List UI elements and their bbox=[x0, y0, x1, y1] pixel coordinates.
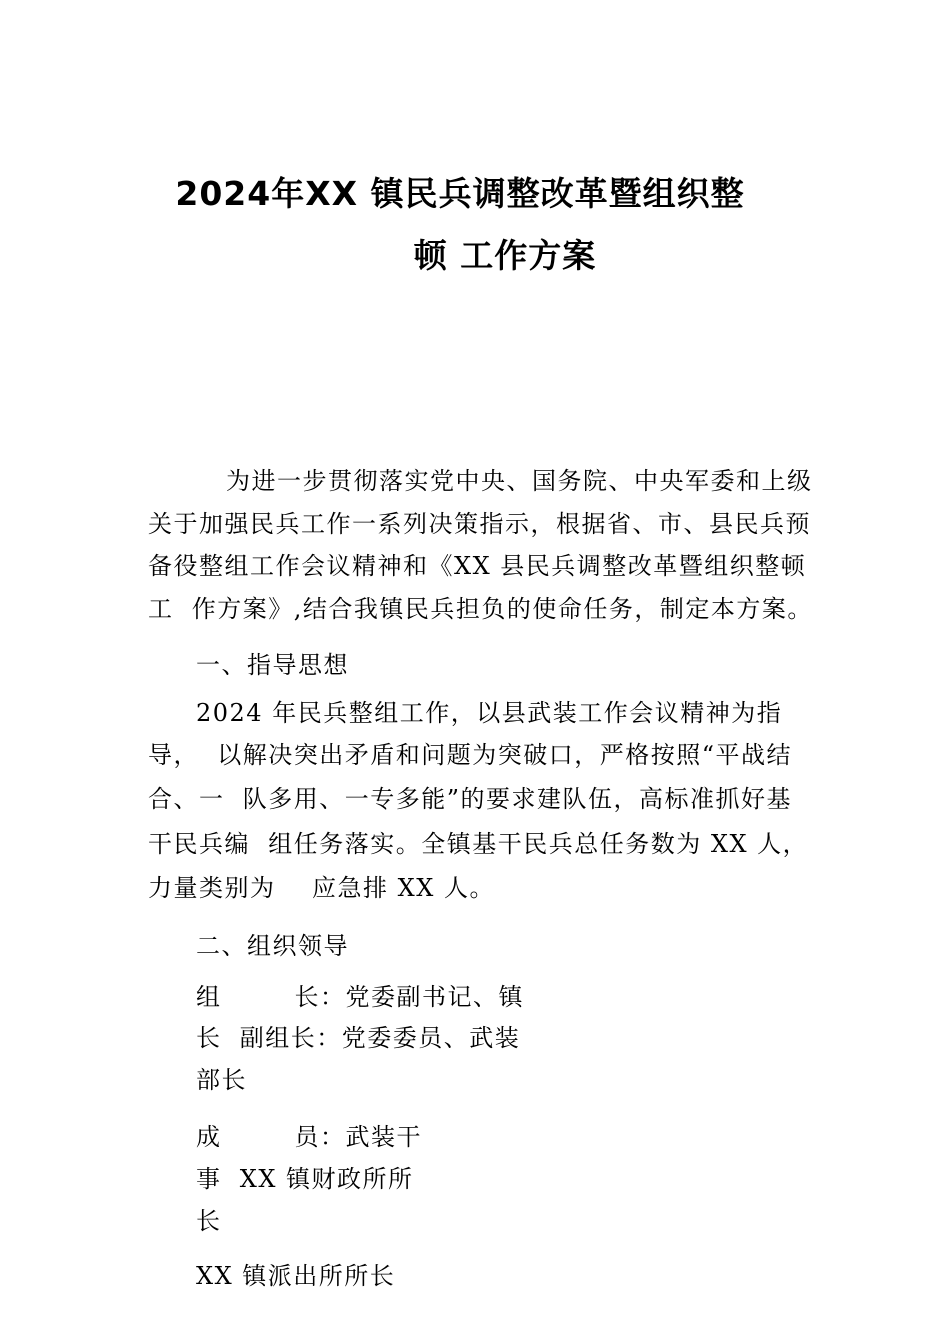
member-line-1: 成 员：武装干 bbox=[196, 1123, 423, 1151]
intro-line-4: 工 作方案》,结合我镇民兵担负的使命任务，制定本方案。 bbox=[148, 595, 813, 623]
member-line-3: 长 bbox=[196, 1207, 222, 1235]
section-1-heading: 一、指导思想 bbox=[196, 651, 349, 679]
section-1-line-5: 力量类别为 应急排 XX 人。 bbox=[148, 874, 495, 902]
section-1-line-2: 导， 以解决突出矛盾和问题为突破口，严格按照“平战结 bbox=[148, 741, 793, 769]
document-title-line-2: 顿 工作方案 bbox=[413, 236, 597, 275]
section-2-heading: 二、组织领导 bbox=[196, 932, 349, 960]
section-1-line-4: 干民兵编 组任务落实。全镇基干民兵总任务数为 XX 人， bbox=[148, 830, 809, 858]
intro-line-2: 关于加强民兵工作一系列决策指示，根据省、市、县民兵预 bbox=[148, 510, 811, 538]
member-line-2: 事 XX 镇财政所所 bbox=[196, 1165, 414, 1193]
section-1-line-1: 2024 年民兵整组工作，以县武装工作会议精神为指 bbox=[196, 699, 783, 727]
intro-line-1: 为进一步贯彻落实党中央、国务院、中央军委和上级 bbox=[226, 467, 813, 495]
document-title-line-1: 2024年XX 镇民兵调整改革暨组织整 bbox=[175, 174, 745, 213]
intro-line-3: 备役整组工作会议精神和《XX 县民兵调整改革暨组织整顿 bbox=[148, 552, 807, 580]
member-line-4: XX 镇派出所所长 bbox=[196, 1262, 396, 1290]
leader-line-3: 部长 bbox=[196, 1066, 247, 1094]
leader-line-1: 组 长：党委副书记、镇 bbox=[196, 983, 525, 1011]
leader-line-2: 长 副组长：党委委员、武装 bbox=[196, 1024, 521, 1052]
section-1-line-3: 合、一 队多用、一专多能”的要求建队伍，高标准抓好基 bbox=[148, 785, 793, 813]
